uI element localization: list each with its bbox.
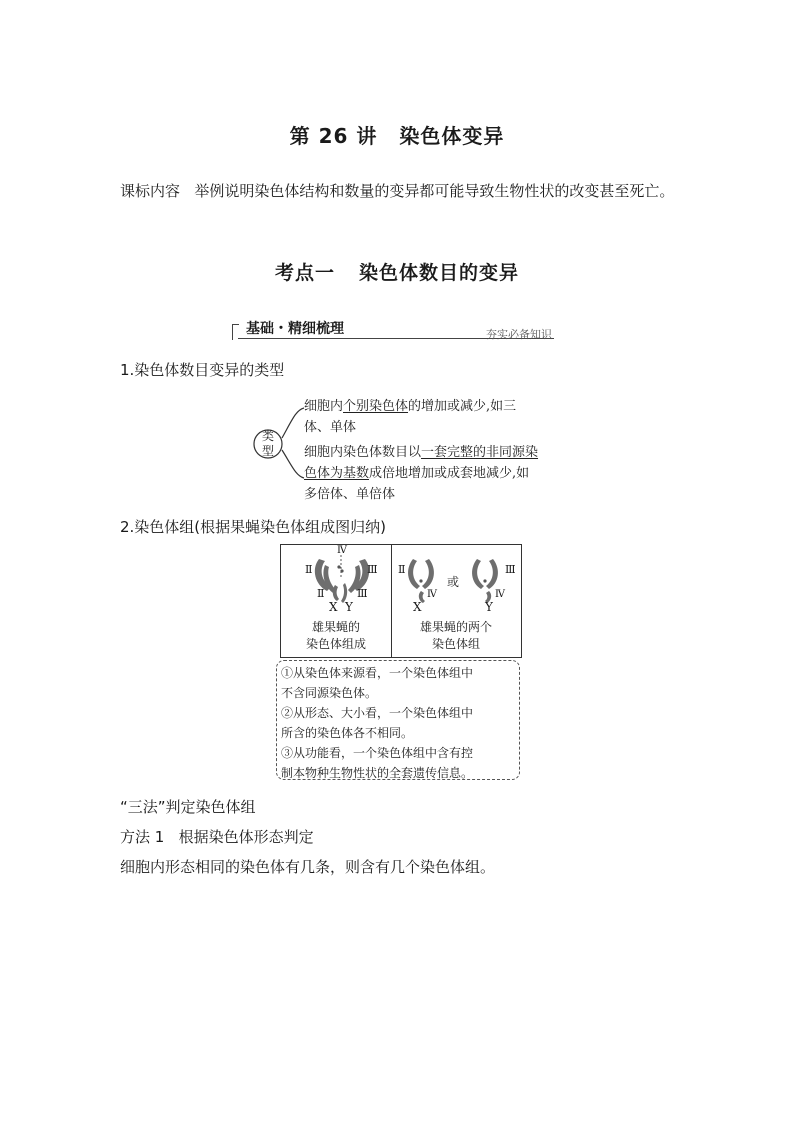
label-roman-4-set1: Ⅳ [427, 589, 437, 600]
type-a-underlined: 个别染色体 [343, 399, 409, 414]
label-roman-2-left: Ⅱ [305, 563, 313, 576]
label-x-right: X [413, 600, 422, 614]
curriculum-paragraph [120, 176, 680, 206]
types-circle-label: 类型 [261, 429, 274, 458]
label-y-right: Y [485, 600, 493, 614]
page-title [0, 120, 794, 149]
set1-chromosome-4 [419, 579, 422, 582]
summary-line: 制本物种生物性状的全套遗传信息。 [281, 766, 474, 780]
types-brace-graphic [250, 392, 310, 500]
set2-chromosome-4 [483, 579, 486, 582]
method1-text: 细胞内形态相同的染色体有几条，则含有几个染色体组。 [120, 858, 496, 876]
label-or: 或 [447, 575, 460, 589]
method1-heading [120, 822, 680, 852]
left-caption-line2: 染色体组成 [305, 637, 366, 651]
summary-line: ②从形态、大小看，一个染色体组中 [281, 706, 474, 720]
label-roman-4-set2: Ⅳ [495, 589, 505, 600]
section-label: 考点一 [274, 262, 335, 284]
set1-chromosome-3 [422, 559, 434, 589]
summary-line: 不含同源染色体。 [281, 686, 378, 700]
type-b-prefix: 细胞内染色体数目以 [304, 445, 422, 460]
chromosome-set-summary-box [276, 660, 520, 780]
chromosome-x [333, 585, 339, 601]
banner-label: 基础・精细梳理 [246, 321, 344, 337]
set2-chromosome-3 [486, 559, 498, 589]
curriculum-label: 课标内容 [120, 182, 181, 200]
label-roman-4-left: Ⅳ [337, 545, 347, 556]
left-caption-line1: 雄果蝇的 [311, 620, 360, 634]
type-b-rest: 成倍地增加或成套地减少,如多倍体、单倍体 [304, 466, 530, 502]
set2-chromosome-2 [472, 559, 484, 589]
label-roman-3-left: Ⅲ [367, 563, 378, 576]
summary-line: ③从功能看，一个染色体组中含有控 [281, 746, 474, 760]
banner-subtitle: 夯实必备知识 [486, 328, 552, 341]
label-roman-3-set2: Ⅲ [505, 563, 516, 576]
type-euploidy [304, 442, 540, 505]
summary-line: 所含的染色体各不相同。 [281, 726, 414, 740]
type-a-prefix: 细胞内 [304, 399, 344, 414]
summary-line: ①从染色体来源看，一个染色体组中 [281, 666, 474, 680]
method1-label: 方法 1 [120, 828, 165, 846]
label-roman-2-set1: Ⅱ [398, 563, 406, 576]
right-caption [391, 619, 521, 653]
method1-title: 根据染色体形态判定 [178, 828, 314, 846]
right-caption-line2: 染色体组 [431, 637, 480, 651]
curriculum-text: 举例说明染色体结构和数量的变异都可能导致生物性状的改变甚至死亡。 [194, 182, 675, 200]
type-a-rest: 的增加或减少,如三体、单体 [304, 399, 517, 435]
left-caption [281, 619, 391, 653]
type-b-underlined: 一套完整的非同源染色体为基数 [304, 445, 539, 481]
section-heading [0, 258, 794, 285]
summary-text [281, 663, 517, 783]
item2-heading: 2.染色体组(根据果蝇染色体组成图归纳) [120, 518, 387, 536]
type-aneuploidy [304, 396, 540, 438]
lecture-number: 第 26 讲 [289, 124, 378, 148]
label-x-left: X [329, 600, 338, 614]
section-banner [232, 316, 554, 342]
lecture-topic: 染色体变异 [399, 124, 505, 148]
fly-chromosome-figure [280, 544, 522, 658]
three-methods-heading: “三法”判定染色体组 [120, 798, 256, 816]
label-roman-3-lower: Ⅲ [357, 587, 368, 600]
chromosome-4a [337, 565, 340, 568]
label-roman-2-lower: Ⅱ [317, 587, 325, 600]
section-title: 染色体数目的变异 [359, 262, 520, 284]
item1-heading: 1.染色体数目变异的类型 [120, 361, 285, 379]
right-caption-line1: 雄果蝇的两个 [419, 620, 492, 634]
set1-chromosome-2 [408, 559, 420, 589]
label-y-left: Y [345, 600, 353, 614]
types-diagram [250, 392, 550, 500]
